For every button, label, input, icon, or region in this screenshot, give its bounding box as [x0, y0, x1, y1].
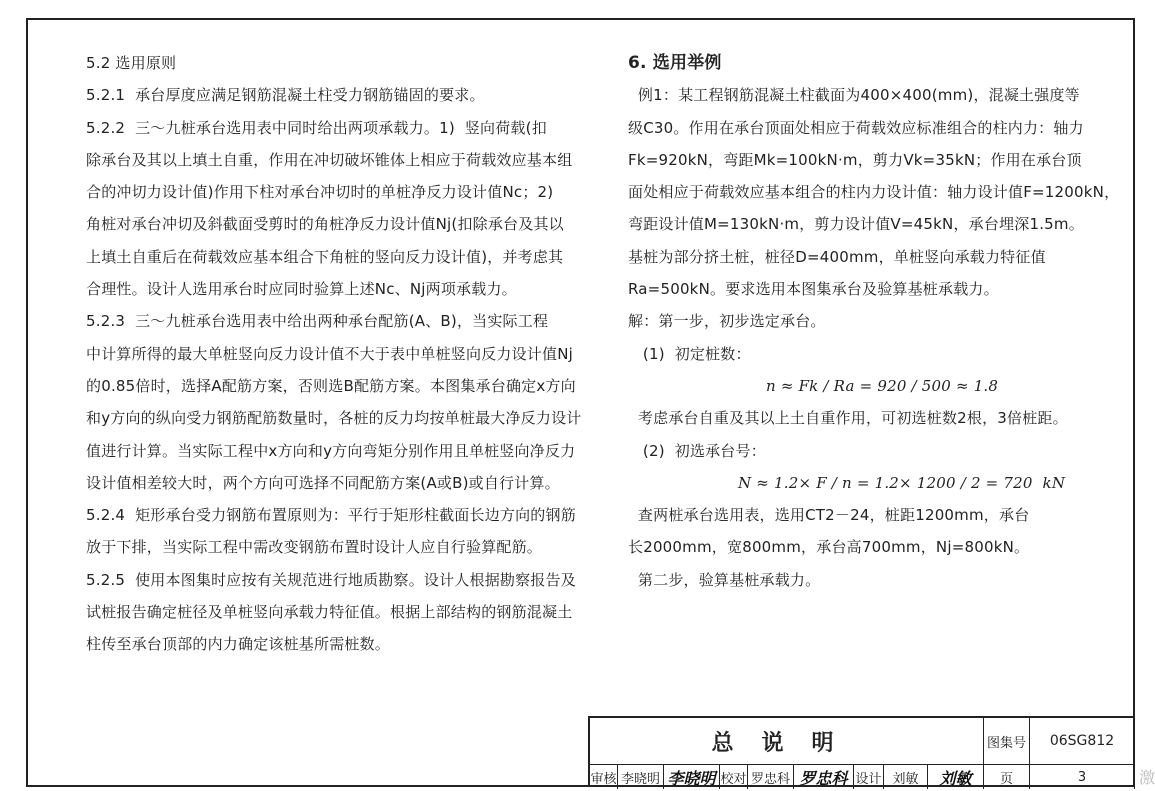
paragraph-line: 试桩报告确定桩径及单桩竖向承载力特征值。根据上部结构的钢筋混凝土 — [86, 603, 573, 622]
right-column — [628, 47, 1120, 596]
checker-name: 罗忠科 — [748, 765, 794, 789]
paragraph-line: Fk=920kN，弯距Mk=100kN·m，剪力Vk=35kN；作用在承台顶 — [628, 150, 1082, 169]
paragraph-line: 值进行计算。当实际工程中x方向和y方向弯矩分别作用且单桩竖向净反力 — [86, 441, 576, 460]
paragraph-line: Ra=500kN。要求选用本图集承台及验算基桩承载力。 — [628, 280, 999, 299]
paragraph-line: 和y方向的纵向受力钢筋配筋数量时，各桩的反力均按单桩最大净反力设计 — [86, 409, 582, 428]
designer-signature: 刘敏 — [928, 765, 984, 789]
paragraph-line: 合理性。设计人选用承台时应同时验算上述Nc、Nj两项承载力。 — [86, 280, 517, 299]
paragraph-line: 5.2.5 使用本图集时应按有关规范进行地质勘察。设计人根据勘察报告及 — [86, 570, 576, 589]
formula-pile-count: n ≈ Fk / Ra = 920 / 500 ≈ 1.8 — [766, 376, 999, 395]
paragraph-line: 5.2.3 三～九桩承台选用表中给出两种承台配筋(A、B)，当实际工程 — [86, 312, 549, 331]
watermark-glyph: 激 — [1138, 768, 1155, 787]
paragraph-line: (2) 初选承台号： — [628, 441, 766, 460]
paragraph-line: 基桩为部分挤土桩，桩径D=400mm，单桩竖向承载力特征值 — [628, 247, 1046, 266]
title-block — [588, 716, 1135, 787]
check-label: 校对 — [720, 765, 748, 789]
paragraph-line: 柱传至承台顶部的内力确定该桩基所需桩数。 — [86, 635, 391, 654]
paragraph-line: 例1：某工程钢筋混凝土柱截面为400×400(mm)，混凝土强度等 — [628, 86, 1080, 105]
paragraph-line: 解：第一步，初步选定承台。 — [628, 312, 826, 331]
paragraph-line: 查两桩承台选用表，选用CT2－24，桩距1200mm，承台 — [628, 506, 1030, 525]
left-column — [86, 47, 582, 661]
paragraph-line: 角桩对承台冲切及斜截面受剪时的角桩净反力设计值Nj(扣除承台及其以 — [86, 215, 564, 234]
drawing-title: 总说明 — [590, 718, 984, 764]
paragraph-line: 中计算所得的最大单桩竖向反力设计值不大于表中单桩竖向反力设计值Nj — [86, 344, 573, 363]
design-label: 设计 — [854, 765, 884, 789]
paragraph-line: 的0.85倍时，选择A配筋方案，否则选B配筋方案。本图集承台确定x方向 — [86, 376, 576, 395]
review-label: 审核 — [590, 765, 618, 789]
paragraph-line: 考虑承台自重及其以上土自重作用，可初选桩数2根，3倍桩距。 — [628, 409, 1068, 428]
section-heading: 6. 选用举例 — [628, 53, 722, 73]
paragraph-line: 放于下排，当实际工程中需改变钢筋布置时设计人应自行验算配筋。 — [86, 538, 543, 557]
reviewer-signature: 李晓明 — [664, 765, 720, 789]
page-number: 3 — [1030, 765, 1135, 789]
paragraph-line: 上填土自重后在荷载效应基本组合下角桩的竖向反力设计值)，并考虑其 — [86, 247, 564, 266]
paragraph-line: 设计值相差较大时，两个方向可选择不同配筋方案(A或B)或自行计算。 — [86, 473, 560, 492]
paragraph-line: 5.2.2 三～九桩承台选用表中同时给出两项承载力。1) 竖向荷载(扣 — [86, 118, 547, 137]
paragraph-line: 级C30。作用在承台顶面处相应于荷载效应标准组合的柱内力：轴力 — [628, 118, 1084, 137]
paragraph-line: 5.2.4 矩形承台受力钢筋布置原则为：平行于矩形柱截面长边方向的钢筋 — [86, 506, 576, 525]
checker-signature: 罗忠科 — [794, 765, 854, 789]
atlas-label: 图集号 — [984, 718, 1030, 764]
page-label: 页 — [984, 765, 1030, 789]
paragraph-line: 面处相应于荷载效应基本组合的柱内力设计值：轴力设计值F=1200kN， — [628, 183, 1120, 202]
paragraph-line: (1) 初定桩数： — [628, 344, 751, 363]
formula-pile-reaction: N ≈ 1.2× F / n = 1.2× 1200 / 2 = 720 kN — [738, 473, 1066, 492]
paragraph-line: 5.2.1 承台厚度应满足钢筋混凝土柱受力钢筋锚固的要求。 — [86, 86, 485, 105]
atlas-number: 06SG812 — [1030, 718, 1135, 764]
paragraph-line: 弯距设计值M=130kN·m，剪力设计值V=45kN，承台埋深1.5m。 — [628, 215, 1084, 234]
paragraph-line: 第二步，验算基桩承载力。 — [628, 570, 821, 589]
reviewer-name: 李晓明 — [618, 765, 664, 789]
paragraph-line: 合的冲切力设计值)作用下柱对承台冲切时的单桩净反力设计值Nc；2) — [86, 183, 554, 202]
designer-name: 刘敏 — [884, 765, 928, 789]
paragraph-line: 5.2 选用原则 — [86, 54, 177, 72]
paragraph-line: 长2000mm，宽800mm，承台高700mm，Nj=800kN。 — [628, 538, 1030, 557]
paragraph-line: 除承台及其以上填土自重，作用在冲切破坏锥体上相应于荷载效应基本组 — [86, 150, 573, 169]
